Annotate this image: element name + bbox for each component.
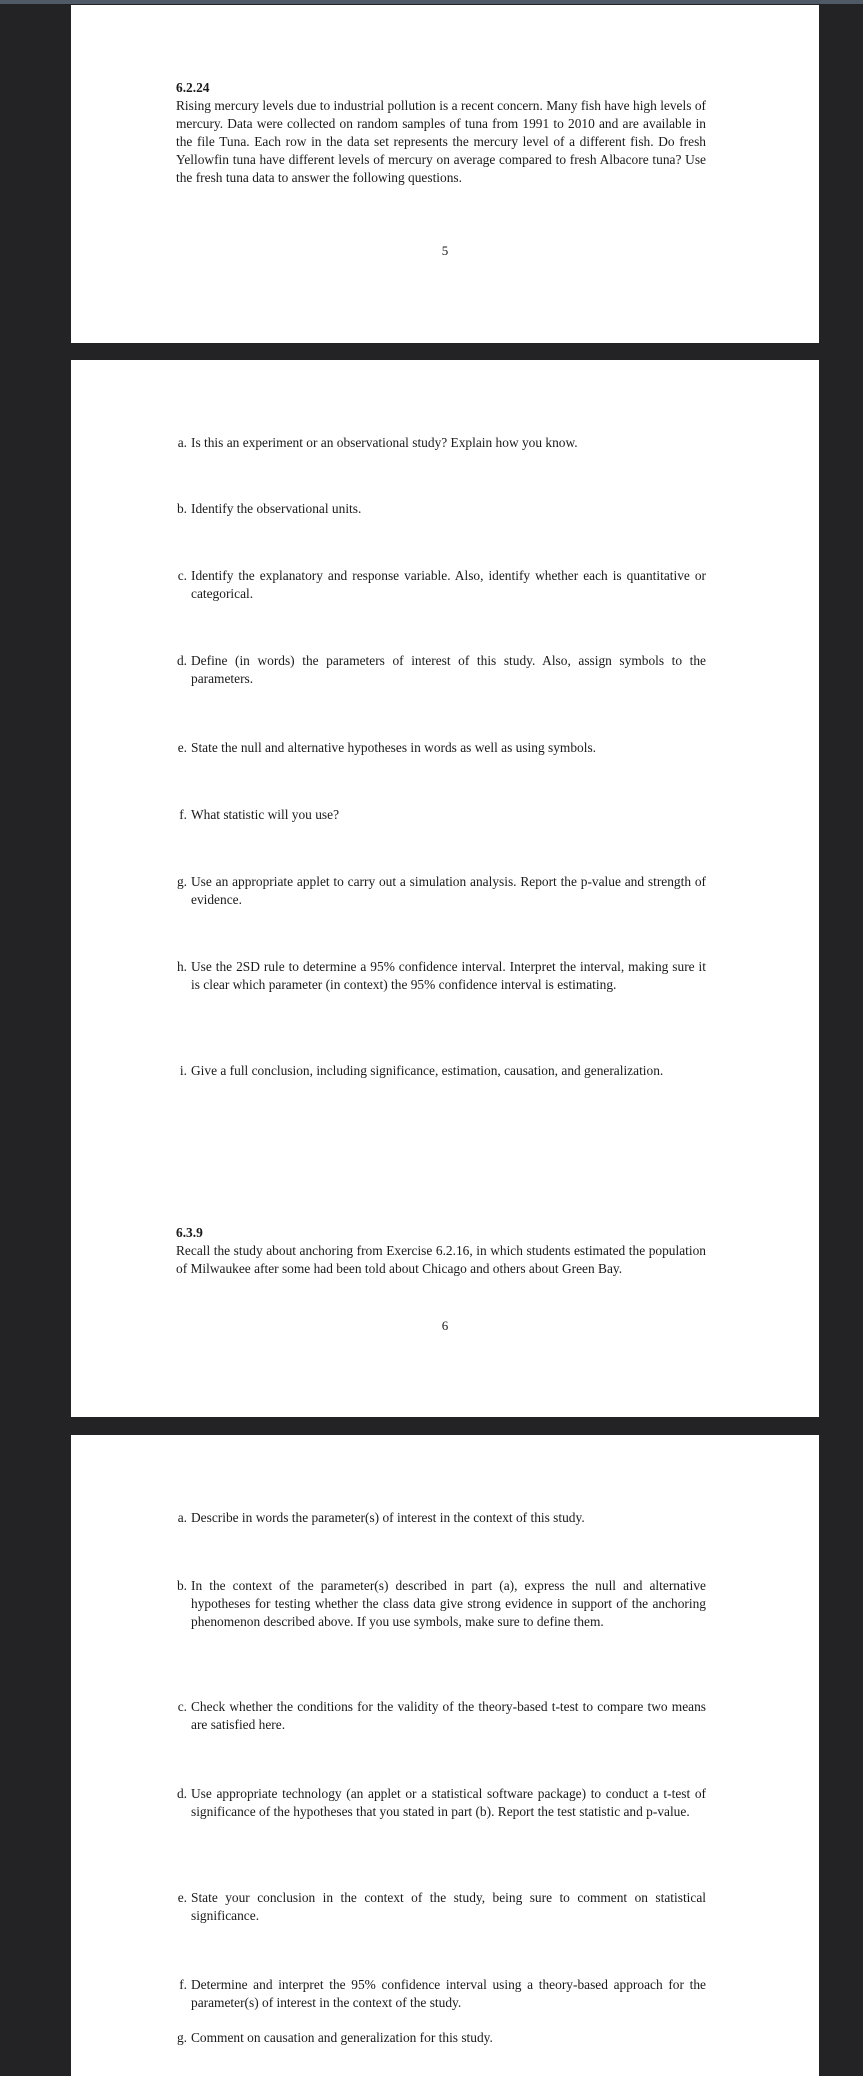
question-text: Describe in words the parameter(s) of interest in the context of this study. — [191, 1510, 585, 1525]
question-b — [176, 500, 706, 518]
question-text: Check whether the conditions for the validity of the theory-based t-test to compare two means are satisfied here. — [191, 1699, 706, 1732]
document-page-2 — [71, 360, 819, 1417]
question-h — [176, 958, 706, 994]
question-c — [177, 1698, 706, 1734]
problem-text: Recall the study about anchoring from Exercise 6.2.16, in which students estimated the population of Milwaukee after some had been told about Chicago and others about Green Bay. — [176, 1243, 706, 1276]
question-label: i. — [179, 1063, 187, 1078]
problem-number: 6.2.24 — [176, 80, 210, 95]
question-label: b. — [176, 501, 187, 516]
question-text: State the null and alternative hypotheses in words as well as using symbols. — [191, 740, 597, 755]
question-label: f. — [179, 1977, 187, 1992]
question-text: State your conclusion in the context of the study, being sure to comment on statistical significance. — [191, 1890, 706, 1923]
question-text: Define (in words) the parameters of interest of this study. Also, assign symbols to the parameters. — [191, 653, 706, 686]
question-label: h. — [176, 959, 187, 974]
page-number: 6 — [441, 1318, 449, 1333]
question-text: Is this an experiment or an observational study? Explain how you know. — [191, 435, 578, 450]
page-number: 5 — [441, 243, 449, 258]
question-a — [177, 434, 706, 452]
question-label: e. — [177, 1890, 187, 1905]
question-label: f. — [179, 807, 187, 822]
problem-6-3-9 — [176, 1224, 706, 1278]
problem-6-2-24 — [176, 79, 706, 187]
question-text: Use an appropriate applet to carry out a simulation analysis. Report the p-value and strength of evidence. — [191, 874, 706, 907]
question-text: What statistic will you use? — [191, 807, 340, 822]
question-c — [177, 567, 706, 603]
question-text: Determine and interpret the 95% confidence interval using a theory-based approach for the parameter(s) of interest in the context of the study. — [191, 1977, 706, 2010]
question-text: Give a full conclusion, including significance, estimation, causation, and generalization. — [191, 1063, 664, 1078]
question-text: Comment on causation and generalization for this study. — [191, 2030, 493, 2045]
question-f — [179, 1976, 706, 2012]
question-e — [177, 1889, 706, 1925]
question-text: Identify the explanatory and response variable. Also, identify whether each is quantitative or categorical. — [191, 568, 706, 601]
question-f — [179, 806, 706, 824]
question-label: d. — [176, 653, 187, 668]
question-label: g. — [176, 2030, 187, 2045]
question-e — [177, 739, 706, 757]
question-text: Identify the observational units. — [191, 501, 362, 516]
document-page-3 — [71, 1435, 819, 2076]
question-d — [176, 652, 706, 688]
question-text: In the context of the parameter(s) described in part (a), express the null and alternative hypotheses for testing whether the class data give strong evidence in support of the anchoring phenomenon described above. If you use symbols, make sure to define them. — [191, 1578, 706, 1629]
question-label: c. — [177, 1699, 187, 1714]
question-a — [177, 1509, 706, 1527]
question-i — [179, 1062, 706, 1080]
question-b — [176, 1577, 706, 1631]
problem-text: Rising mercury levels due to industrial pollution is a recent concern. Many fish have high levels of mercury. Data were collected on random samples of tuna from 1991 to 2010 and are available in the file Tuna. Each row in the data set represents the mercury level of a different fish. Do fresh Yellowfin tuna have different levels of mercury on average compared to fresh Albacore tuna? Use the fresh tuna data to answer the following questions. — [176, 98, 706, 185]
problem-number: 6.3.9 — [176, 1225, 203, 1240]
question-text: Use the 2SD rule to determine a 95% confidence interval. Interpret the interval, making sure it is clear which parameter (in context) the 95% confidence interval is estimating. — [191, 959, 706, 992]
question-d — [176, 1785, 706, 1821]
viewer-top-bar — [0, 0, 863, 4]
question-label: e. — [177, 740, 187, 755]
question-text: Use appropriate technology (an applet or a statistical software package) to conduct a t-test of significance of the hypotheses that you stated in part (b). Report the test statistic and p-value. — [191, 1786, 706, 1819]
question-g — [176, 873, 706, 909]
document-page-1 — [71, 5, 819, 343]
question-label: a. — [177, 1510, 187, 1525]
question-label: g. — [176, 874, 187, 889]
question-label: b. — [176, 1578, 187, 1593]
question-g — [176, 2029, 706, 2047]
question-label: d. — [176, 1786, 187, 1801]
question-label: c. — [177, 568, 187, 583]
question-label: a. — [177, 435, 187, 450]
